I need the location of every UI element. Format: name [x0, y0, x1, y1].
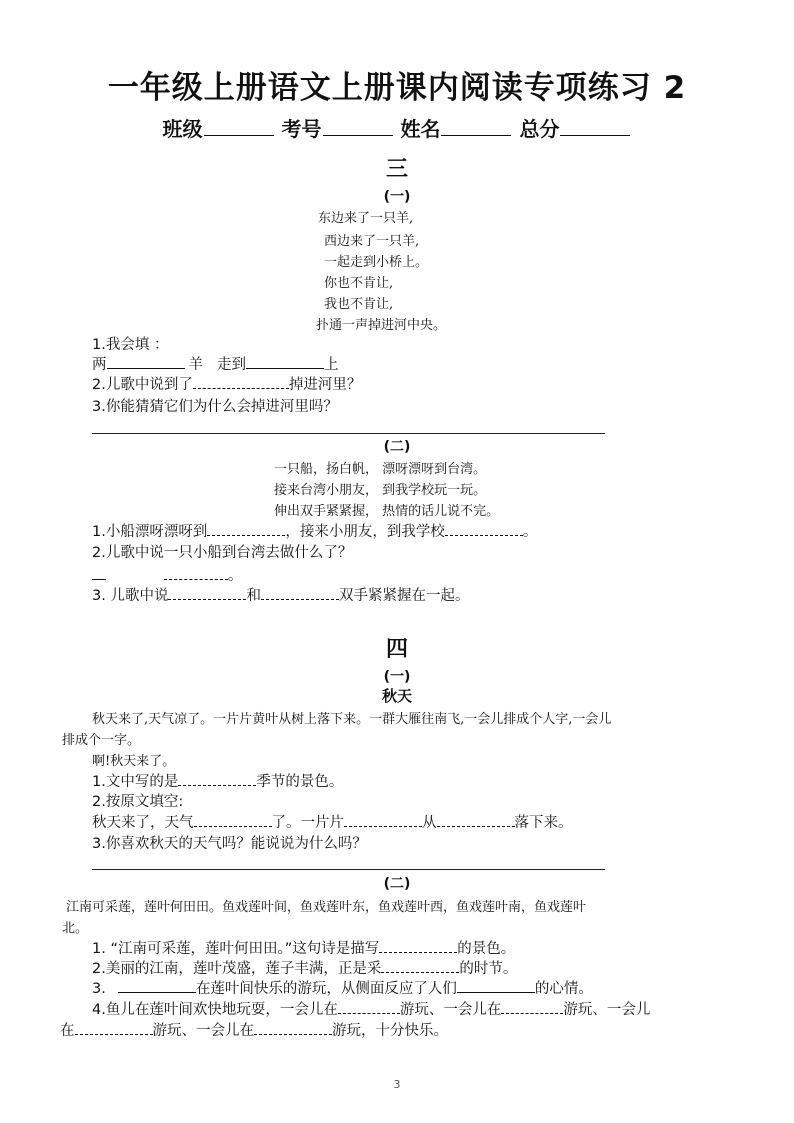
question-1-fill: 两 羊 走到 上 [92, 353, 339, 374]
answer-line[interactable] [92, 869, 605, 870]
poem-line: 伸出双手紧紧握， 热情的话儿说不完。 [274, 504, 500, 519]
question-1: 1.我会填 ： [92, 337, 169, 353]
question-3: 3.你能猜猜它们为什么会掉进河里吗？ [92, 399, 338, 415]
answer-blank[interactable] [194, 812, 272, 827]
passage-title: 秋天 [381, 687, 412, 705]
name-blank[interactable] [441, 117, 511, 136]
score-label: 总分 [519, 117, 560, 141]
question-3: 3. 儿歌中说 和 双手紧紧握在一起。 [92, 584, 469, 605]
question-2: 2.儿歌中说一只小船到台湾去做什么了？ [92, 545, 353, 561]
passage-text: 北。 [62, 921, 89, 936]
page-title: 一年级上册语文上册课内阅读专项练习 2 [107, 70, 687, 106]
answer-blank[interactable] [501, 999, 563, 1014]
student-info-line [0, 113, 794, 142]
answer-blank[interactable] [178, 771, 256, 786]
question-1: 1.小船漂呀漂呀到 ，接来小朋友，到我学校 。 [92, 520, 537, 541]
question-2: 2.儿歌中说到了 掉进河里？ [92, 373, 361, 394]
section-4-heading: 四 [385, 637, 408, 662]
answer-blank[interactable] [381, 958, 459, 973]
class-blank[interactable] [204, 117, 274, 136]
number-label: 考号 [281, 117, 322, 141]
section-3-heading: 三 [385, 157, 408, 182]
poem-line: 东边来了一只羊, [318, 211, 414, 226]
question-2-fill: 秋天来了，天气 了。一片片 从 落下来。 [92, 811, 573, 832]
question-3: 3.你喜欢秋天的天气吗？能说说为什么吗？ [92, 836, 367, 852]
number-blank[interactable] [323, 117, 393, 136]
poem-line: 一只船，扬白帆， 漂呀漂呀到台湾。 [274, 462, 487, 477]
passage-text: 啊!秋天来了。 [92, 754, 176, 769]
answer-blank[interactable] [164, 565, 228, 580]
poem-line: 接来台湾小朋友， 到我学校玩一玩。 [274, 483, 487, 498]
answer-blank[interactable] [338, 999, 400, 1014]
page-number: 3 [393, 1078, 401, 1091]
class-label: 班级 [162, 117, 203, 141]
answer-blank[interactable] [207, 521, 285, 536]
answer-blank[interactable] [254, 1020, 332, 1035]
answer-blank[interactable] [168, 585, 246, 600]
answer-blank[interactable] [437, 812, 515, 827]
poem-line: 你也不肯让, [324, 276, 394, 291]
poem-line: 一起走到小桥上。 [324, 255, 429, 270]
answer-blank[interactable] [193, 374, 289, 389]
section-3-part-1-label: (一) [383, 189, 411, 205]
answer-blank[interactable] [261, 585, 339, 600]
answer-blank[interactable] [457, 978, 535, 993]
question-2: 2.美丽的江南，莲叶茂盛，莲子丰满，正是采 的时节。 [92, 957, 517, 978]
passage-text: 排成个一字。 [62, 733, 141, 748]
answer-blank[interactable] [445, 521, 523, 536]
answer-blank[interactable] [75, 1020, 153, 1035]
answer-blank[interactable] [92, 565, 106, 580]
name-label: 姓名 [400, 117, 441, 141]
answer-blank[interactable] [107, 354, 185, 369]
answer-blank[interactable] [344, 812, 422, 827]
answer-blank[interactable] [246, 354, 324, 369]
poem-line: 我也不肯让, [324, 297, 394, 312]
section-4-part-1-label: (一) [383, 669, 411, 685]
question-4: 4.鱼儿在莲叶间欢快地玩耍，一会儿在 游玩、一会儿在 游玩、一会儿 [92, 998, 650, 1019]
answer-line[interactable] [92, 433, 605, 434]
question-2: 2.按原文填空: [92, 794, 184, 810]
question-2-answer: 。 [92, 564, 243, 585]
answer-blank[interactable] [118, 978, 196, 993]
question-1: 1.文中写的是 季节的景色。 [92, 770, 343, 791]
question-1: 1. “江南可采莲，莲叶何田田。”这句诗是描写 的景色。 [92, 937, 515, 958]
section-4-part-2-label: (二) [383, 876, 411, 892]
section-3-part-2-label: (二) [383, 439, 411, 455]
score-blank[interactable] [560, 117, 630, 136]
passage-text: 秋天来了,天气凉了。一片片黄叶从树上落下来。一群大雁往南飞,一会儿排成个人字,一会儿 [92, 712, 612, 727]
question-3: 3. 在莲叶间快乐的游玩，从侧面反应了人们 的心情。 [92, 977, 593, 998]
answer-blank[interactable] [379, 938, 457, 953]
poem-line: 西边来了一只羊, [324, 234, 420, 249]
question-4-continued: 在 游玩、一会儿在 游玩，十分快乐。 [60, 1019, 448, 1040]
poem-line: 扑通一声掉进河中央。 [316, 318, 447, 333]
passage-text: 江南可采莲，莲叶何田田。鱼戏莲叶间，鱼戏莲叶东，鱼戏莲叶西，鱼戏莲叶南，鱼戏莲叶 [66, 900, 587, 915]
